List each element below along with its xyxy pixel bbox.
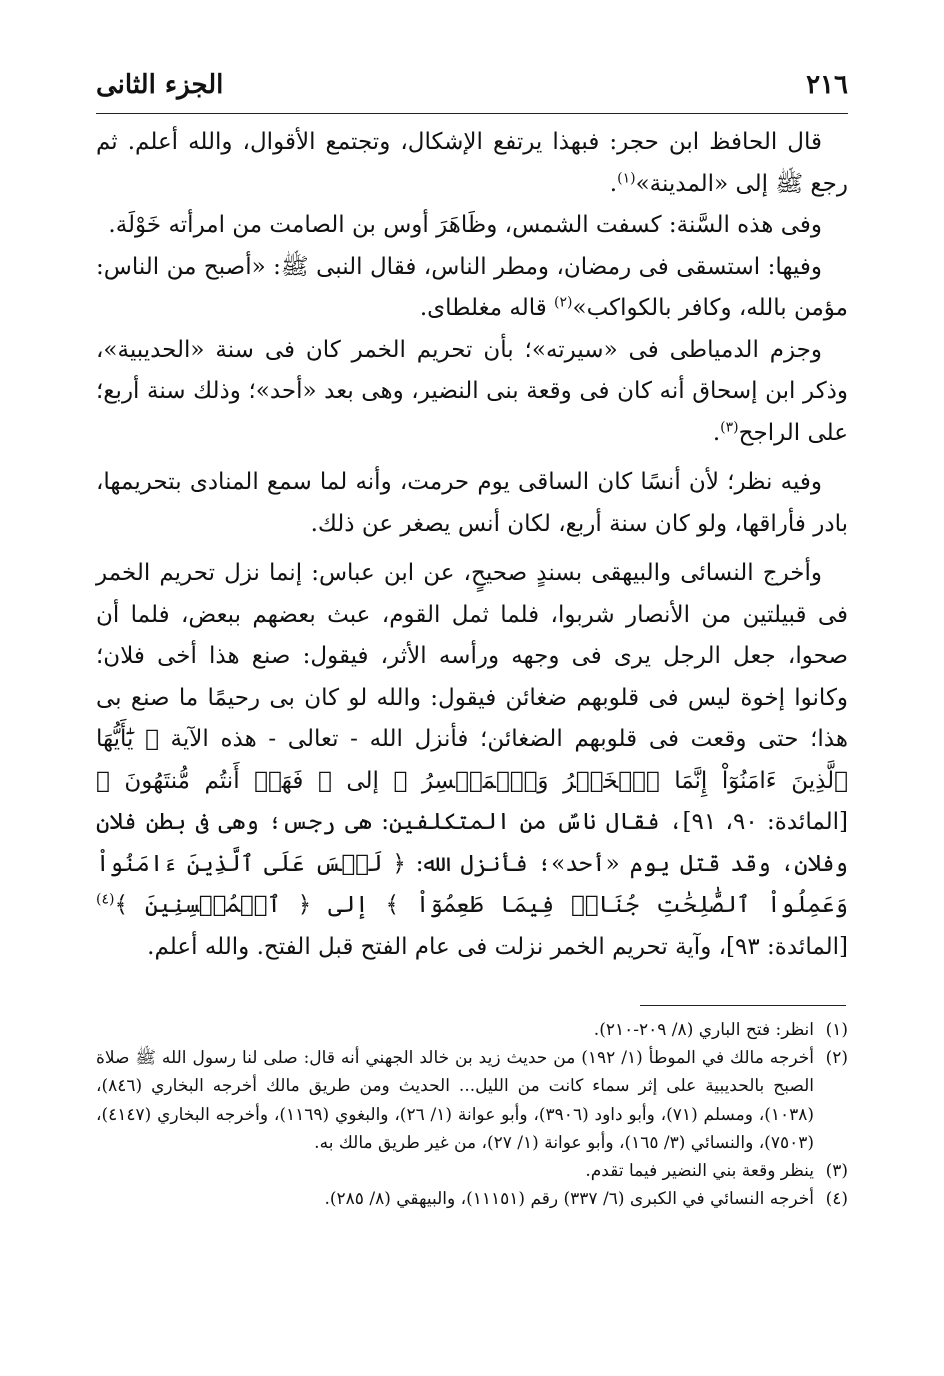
quran-verse-4: ﴿ ٱلۡمُحۡسِنِينَ ﴾ xyxy=(114,892,312,918)
main-text xyxy=(96,122,848,968)
footnote-text: أخرجه النسائي في الكبرى (٦/ ٣٣٧) رقم (١١١٥١)، والبيهقي (٨/ ٢٨٥). xyxy=(324,1189,814,1210)
paragraph-4: وجزم الدمياطى فى «سيرته»؛ بأن تحريم الخمر كان فى سنة «الحديبية»، وذكر ابن إسحاق أنه كان فى وقعة بنى النضير، وهى بعد «أحد»؛ وذلك سنة أربع؛ على الراجح$^{(٣)}$. xyxy=(96,336,848,446)
footnote-text: ينظر وقعة بني النضير فيما تقدم. xyxy=(585,1161,814,1182)
paragraph-3: وفيها: استسقى فى رمضان، ومطر الناس، فقال النبى ﷺ: «أصبح من الناس: مؤمن بالله، وكافر بالكواكب»$^{(٢)}$ قاله مغلطاى. xyxy=(96,253,848,321)
footnotes xyxy=(96,1016,848,1213)
footnote-3 xyxy=(96,1157,848,1185)
paragraph-6: وأخرج النسائى والبيهقى بسندٍ صحيحٍ، عن ابن عباس: إنما نزل تحريم الخمر فى قبيلتين من الأنصار شربوا، فلما ثمل القوم، عبث بعضهم ببعض، فلما أن صحوا، جعل الرجل يرى فى وجهه ورأسه الأثر، فيقول: صنع هذا أخى فلان؛ وكانوا إخوة ليس فى قلوبهم ضغائن فيقول: والله لو كان بى رحيمًا ما صنع بى هذا؛ حتى وقعت فى قلوبهم الضغائن؛ فأنزل الله - تعالى - هذه الآية ﴿ يَٰٓأَيُّهَا ٱلَّذِينَ ءَامَنُوٓاْ إِنَّمَا ٱلۡخَمۡرُ وَٱلۡمَيۡسِرُ ﴾ إلى ﴿ فَهَلۡ أَنتُم مُّنتَهُونَ ﴾ [المائدة: ٩٠، ٩١]، فقال ناسٌ من المتكلفين: هى رجس؛ وهى فى بطن فلان وفلان، وقد قتل يوم «أحد»؛ فأنزل الله: ﴿ لَيۡسَ عَلَى ٱلَّذِينَ ءَامَنُواْ وَعَمِلُواْ ٱلصَّٰلِحَٰتِ جُنَاحٞ فِيمَا طَعِمُوٓاْ ﴾ إلى ﴿ ٱلۡمُحۡسِنِينَ ﴾$^{(٤)}$ [المائدة: ٩٣]، وآية تحريم الخمر نزلت فى عام الفتح قبل الفتح. والله أعلم. xyxy=(96,560,848,960)
footnote-number: (٣) xyxy=(825,1161,848,1182)
footnote-text: انظر: فتح الباري (٨/ ٢٠٩-٢١٠). xyxy=(593,1020,814,1040)
footnote-ref-3: (٣) xyxy=(720,418,739,435)
quran-verse-3: ﴿ لَيۡسَ عَلَى ٱلَّذِينَ ءَامَنُواْ وَعَمِلُواْ ٱلصَّٰلِحَٰتِ جُنَاحٞ فِيمَا طَعِمُوٓاْ ﴾ xyxy=(96,850,848,918)
paragraph-2: وفى هذه السَّنة: كسفت الشمس، وظَاهَرَ أوس بن الصامت من امرأته خَوْلَة. xyxy=(108,212,822,238)
paragraph-1: قال الحافظ ابن حجر: فبهذا يرتفع الإشكال، وتجتمع الأقوال، والله أعلم. ثم رجع ﷺ إلى «المدينة»$^{(١)}$. xyxy=(96,129,848,197)
running-title: الجزء الثانى xyxy=(96,70,224,100)
footnote-number: (١) xyxy=(825,1020,848,1040)
quran-verse-1: ﴿ يَٰٓأَيُّهَا ٱلَّذِينَ ءَامَنُوٓاْ إِنَّمَا ٱلۡخَمۡرُ وَٱلۡمَيۡسِرُ ﴾ xyxy=(96,726,848,794)
footnote-4 xyxy=(96,1185,848,1213)
page-header xyxy=(96,60,848,110)
footnote-ref-4: (٤) xyxy=(96,891,115,908)
footnote-number: (٤) xyxy=(825,1189,848,1210)
footnote-2 xyxy=(96,1044,848,1157)
footnote-text: أخرجه مالك في الموطأ (١/ ١٩٢) من حديث زيد بن خالد الجهني أنه قال: صلى لنا رسول الله ﷺ صلاة الصبح بالحديبية على إثر سماء كانت من الليل... الحديث ومن طريق مالك أخرجه البخاري (٨٤٦)، (١٠٣٨)، ومسلم (٧١)، وأبو داود (٣٩٠٦)، وأبو عوانة (١/ ٢٦)، والبغوي (١١٦٩)، وأخرجه البخاري (٤١٤٧)، (٧٥٠٣)، والنسائي (٣/ ١٦٥)، وأبو عوانة (١/ ٢٧)، من غير طريق مالك به. xyxy=(96,1048,815,1153)
footnote-ref-1: (١) xyxy=(617,169,636,186)
footnote-1 xyxy=(96,1016,848,1044)
page-number: ٢١٦ xyxy=(806,70,848,100)
footnote-separator xyxy=(640,1005,846,1006)
paragraph-5: وفيه نظر؛ لأن أنسًا كان الساقى يوم حرمت، وأنه لما سمع المنادى بتحريمها، بادر فأراقها، ولو كان سنة أربع، لكان أنس يصغر عن ذلك. xyxy=(96,469,848,537)
quran-verse-2: ﴿ فَهَلۡ أَنتُم مُّنتَهُونَ ﴾ xyxy=(96,767,332,794)
footnote-number: (٢) xyxy=(825,1048,848,1069)
footnote-ref-2: (٢) xyxy=(554,294,573,311)
header-rule xyxy=(96,113,848,114)
